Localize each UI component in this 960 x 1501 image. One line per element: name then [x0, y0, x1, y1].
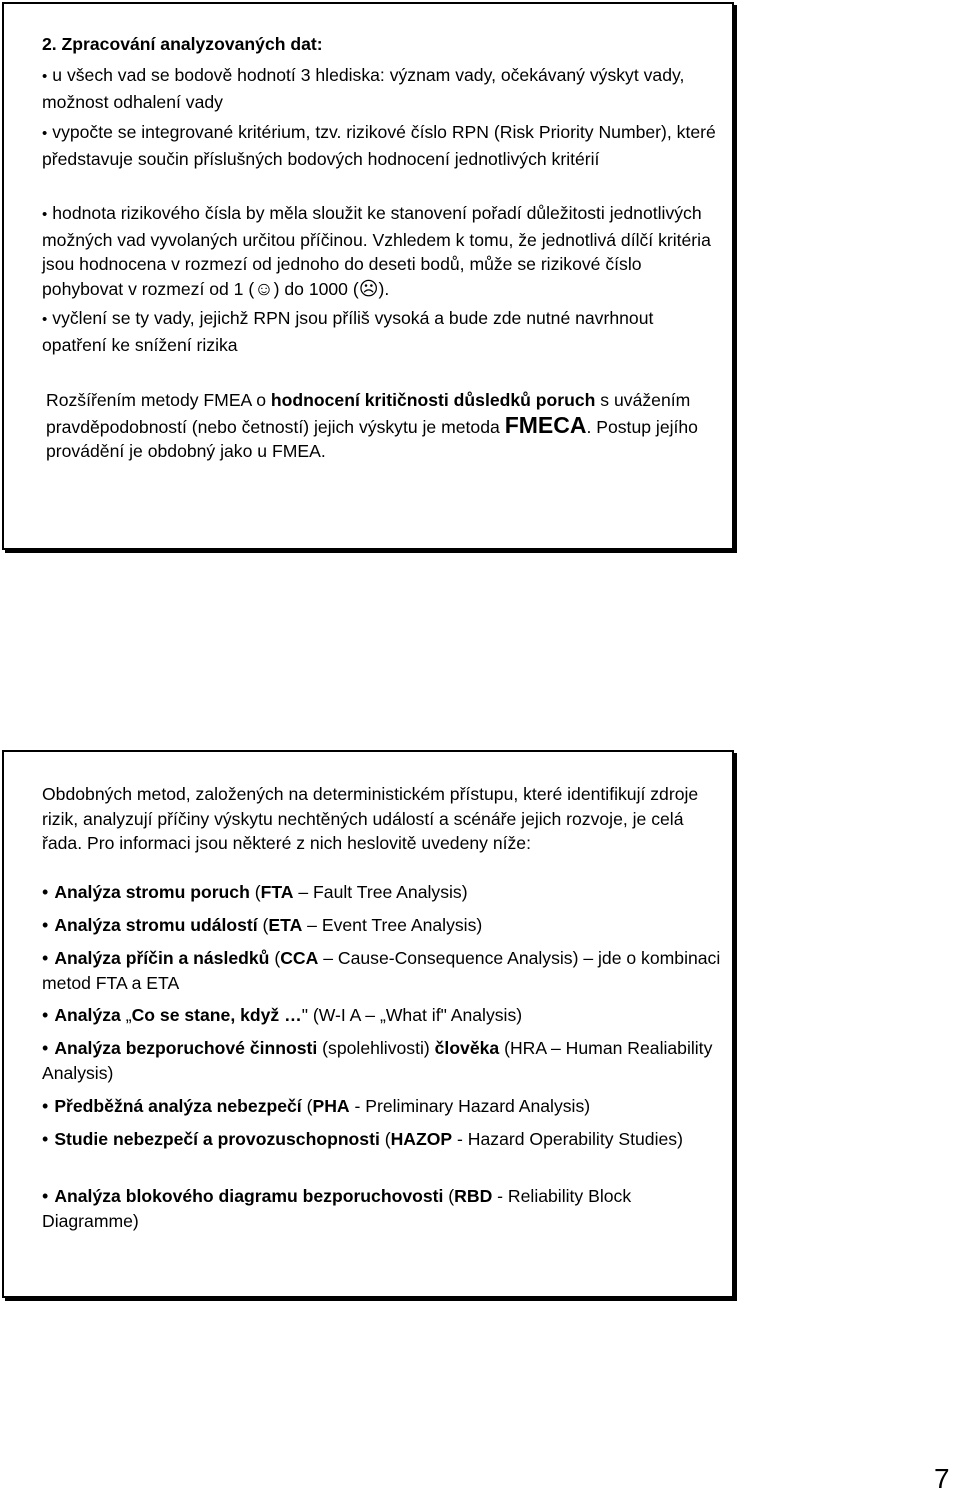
- item-text: Analýza příčin a následků: [54, 948, 270, 968]
- bullet-item: • vyčlení se ty vady, jejichž RPN jsou příliš vysoká a bude zde nutné navrhnout opatření ke snížení rizika: [42, 308, 654, 355]
- item-text: - Reliability Block Diagramme): [42, 1186, 632, 1231]
- fmeca-paragraph: Rozšířením metody FMEA o hodnocení kritičnosti důsledků poruch s uvážením pravděpodobností (nebo četností) jejich výskytu je metoda FMECA. Postup jejího provádění je obdobný jako u FMEA.: [46, 390, 698, 461]
- item-text: - Hazard Operability Studies): [452, 1129, 683, 1149]
- item-text: Analýza stromu událostí: [54, 915, 258, 935]
- item-text: CCA: [280, 948, 319, 968]
- item-text: (: [301, 1096, 313, 1116]
- item-text: (HRA – Human Realiability Analysis): [42, 1038, 713, 1083]
- item-text: PHA: [312, 1096, 350, 1116]
- item-text: „: [120, 1005, 132, 1025]
- item-text: (: [443, 1186, 455, 1206]
- bullet-icon: •: [42, 68, 48, 85]
- slide-rpn: [2, 2, 734, 550]
- item-text: Studie nebezpečí a provozuschopnosti: [54, 1129, 380, 1149]
- bullet-icon: •: [42, 206, 48, 223]
- bullet-icon: •: [42, 1038, 49, 1058]
- item-text: Analýza blokového diagramu bezporuchovosti: [54, 1186, 444, 1206]
- item-text: člověka: [434, 1038, 500, 1058]
- bullet-icon: •: [42, 1096, 49, 1116]
- item-text: (spolehlivosti): [317, 1038, 435, 1058]
- list-item: [42, 913, 722, 938]
- intro-paragraph: Obdobných metod, založených na deterministickém přístupu, které identifikují zdroje rizik, analyzují příčiny výskytu nechtěných událostí a scénáře jejich rozvoje, je celá řada. Pro informaci jsou některé z nich heslovitě uvedeny níže:: [42, 784, 699, 853]
- item-text: RBD: [454, 1186, 493, 1206]
- item-text: – Cause-Consequence Analysis) – jde o kombinaci metod FTA a ETA: [42, 948, 721, 993]
- item-text: FTA: [260, 882, 294, 902]
- smile-icon: ☺: [254, 278, 274, 300]
- item-text: (: [379, 1129, 391, 1149]
- item-text: ETA: [268, 915, 303, 935]
- item-text: Analýza bezporuchové činnosti: [54, 1038, 318, 1058]
- bullet-icon: •: [42, 1005, 49, 1025]
- item-text: " (W-I A – „What if" Analysis): [301, 1005, 523, 1025]
- list-item: [42, 1094, 722, 1119]
- item-text: (: [269, 948, 281, 968]
- item-text: Analýza: [54, 1005, 121, 1025]
- frown-icon: ☹: [358, 278, 379, 300]
- bullet-item: • u všech vad se bodově hodnotí 3 hlediska: význam vady, očekávaný výskyt vady, možnost odhalení vady: [42, 65, 685, 112]
- item-text: – Event Tree Analysis): [302, 915, 483, 935]
- bullet-icon: •: [42, 948, 49, 968]
- bullet-icon: •: [42, 1129, 49, 1149]
- slide-heading: 2. Zpracování analyzovaných dat:: [42, 34, 323, 54]
- bullet-icon: •: [42, 125, 48, 142]
- list-item: [42, 880, 722, 905]
- item-text: (: [249, 882, 261, 902]
- list-item: [42, 1036, 722, 1085]
- item-text: HAZOP: [390, 1129, 453, 1149]
- item-text: Co se stane, když …: [131, 1005, 302, 1025]
- list-item: [42, 946, 722, 995]
- bullet-icon: •: [42, 915, 49, 935]
- item-text: (: [257, 915, 269, 935]
- page-number: 7: [934, 1463, 950, 1494]
- slide-methods: [2, 750, 734, 1298]
- list-item: [42, 1184, 722, 1233]
- bullet-item: • hodnota rizikového čísla by měla sloužit ke stanovení pořadí důležitosti jednotlivých možných vad vyvolaných určitou příčinou. Vzhledem k tomu, že jednotlivá dílčí kritéria jsou hodnocena v rozmezí od jednoho do deseti bodů, může se rizikové číslo pohybovat v rozmezí od 1 (☺) do 1000 (☹).: [42, 203, 711, 300]
- bullet-icon: •: [42, 1186, 49, 1206]
- bullet-item: • vypočte se integrované kritérium, tzv. rizikové číslo RPN (Risk Priority Number), které představuje součin příslušných bodových hodnocení jednotlivých kritérií: [42, 122, 716, 169]
- item-text: Předběžná analýza nebezpečí: [54, 1096, 302, 1116]
- item-text: - Preliminary Hazard Analysis): [349, 1096, 591, 1116]
- fmeca-term: FMECA: [504, 411, 587, 438]
- bullet-icon: •: [42, 882, 49, 902]
- item-text: – Fault Tree Analysis): [293, 882, 468, 902]
- list-item: [42, 1003, 722, 1028]
- item-text: Analýza stromu poruch: [54, 882, 250, 902]
- bullet-icon: •: [42, 311, 48, 328]
- list-item: [42, 1127, 722, 1152]
